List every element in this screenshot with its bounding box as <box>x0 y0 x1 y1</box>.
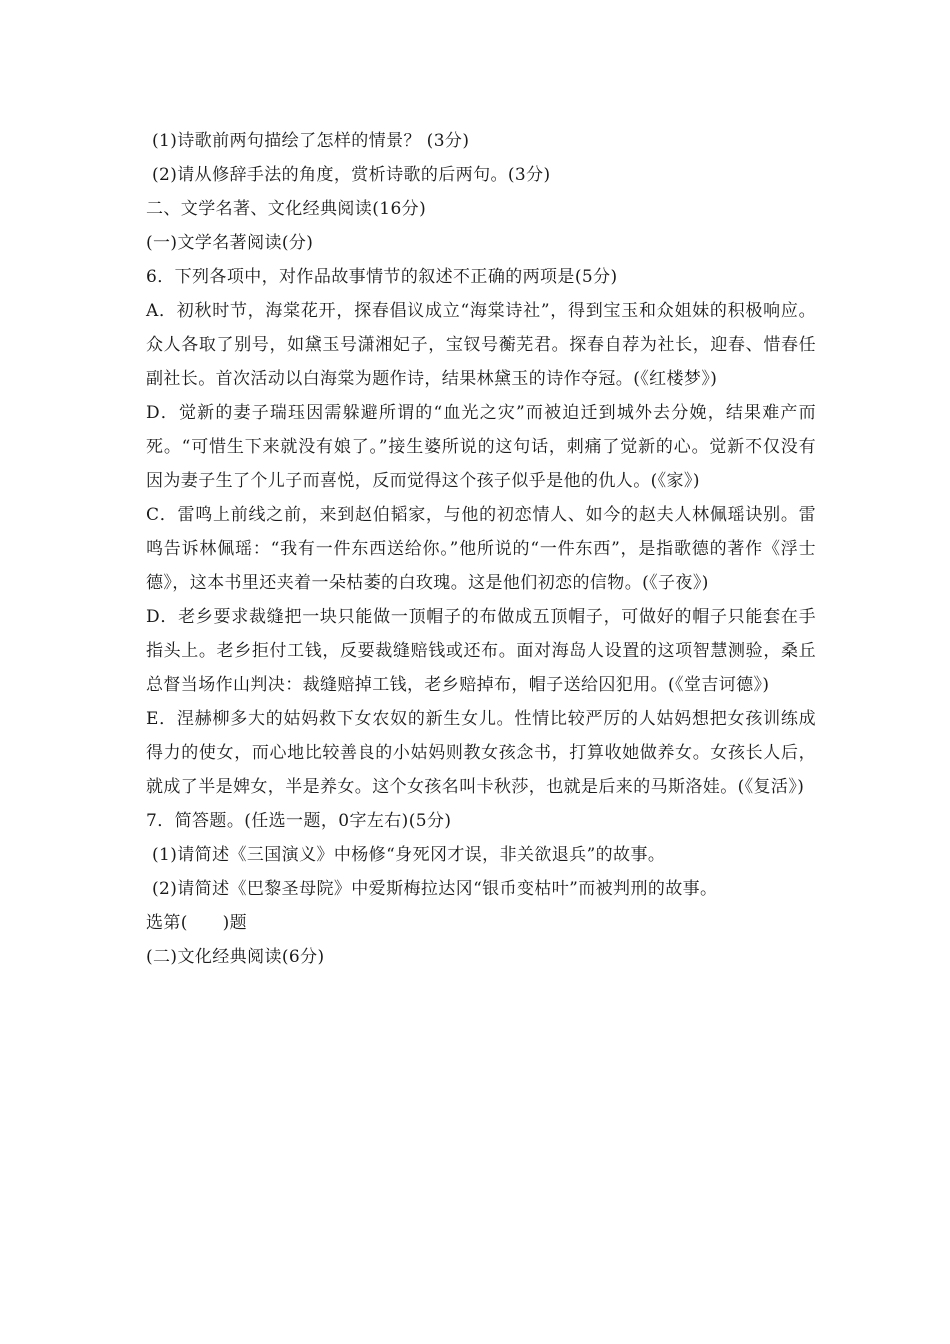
option-d-second: D．老乡要求裁缝把一块只能做一顶帽子的布做成五顶帽子，可做好的帽子只能套在手指头上。老乡拒付工钱，反要裁缝赔钱或还布。面对海岛人设置的这项智慧测验，桑丘总督当场作山判决：裁缝赔掉工钱，老乡赔掉布，帽子送给囚犯用。(《堂吉诃德》) <box>146 607 816 695</box>
question-6: 6．下列各项中，对作品故事情节的叙述不正确的两项是(5分) <box>146 267 618 287</box>
option-e: E．涅赫柳多大的姑妈救下女农奴的新生女儿。性情比较严厉的人姑妈想把女孩训练成得力的使女，而心地比较善良的小姑妈则教女孩念书，打算收她做养女。女孩长人后，就成了半是婢女，半是养女。这个女孩名叫卡秋莎，也就是后来的马斯洛娃。(《复活》) <box>146 709 816 797</box>
option-d-first: D．觉新的妻子瑞珏因需躲避所谓的“血光之灾”而被迫迁到城外去分娩，结果难产而死。“可惜生下来就没有娘了。”接生婆所说的这句话，刺痛了觉新的心。觉新不仅没有因为妻子生了个儿子而喜悦，反而觉得这个孩子似乎是他的仇人。(《家》) <box>146 403 816 491</box>
question-7-part-1: (1)请简述《三国演义》中杨修“身死冈才误，非关欲退兵”的故事。 <box>152 845 666 865</box>
section-2-heading: 二、文学名著、文化经典阅读(16分) <box>146 199 427 219</box>
question-7: 7．简答题。(任选一题，0字左右)(5分) <box>146 811 452 831</box>
option-c: C．雷鸣上前线之前，来到赵伯韬家，与他的初恋情人、如今的赵夫人林佩瑶诀别。雷鸣告诉林佩瑶：“我有一件东西送给你。”他所说的“一件东西”，是指歌德的著作《浮士德》，这本书里还夹着一朵枯萎的白玫瑰。这是他们初恋的信物。(《子夜》) <box>146 505 816 593</box>
question-5-part-2: (2)请从修辞手法的角度，赏析诗歌的后两句。(3分) <box>152 165 551 185</box>
choose-question-line: 选第( )题 <box>146 913 248 933</box>
option-a: A．初秋时节，海棠花开，探春倡议成立“海棠诗社”，得到宝玉和众姐妹的积极响应。众人各取了别号，如黛玉号潇湘妃子，宝钗号蘅芜君。探春自荐为社长，迎春、惜春任副社长。首次活动以白海棠为题作诗，结果林黛玉的诗作夺冠。(《红楼梦》) <box>146 301 816 389</box>
subsection-1-heading: (一)文学名著阅读(分) <box>146 233 314 253</box>
question-5-part-1: (1)诗歌前两句描绘了怎样的情景？ (3分) <box>152 131 470 151</box>
document-body <box>146 124 816 974</box>
question-7-part-2: (2)请简述《巴黎圣母院》中爱斯梅拉达冈“银币变枯叶”而被判刑的故事。 <box>152 879 718 899</box>
subsection-2-heading: (二)文化经典阅读(6分) <box>146 947 325 967</box>
